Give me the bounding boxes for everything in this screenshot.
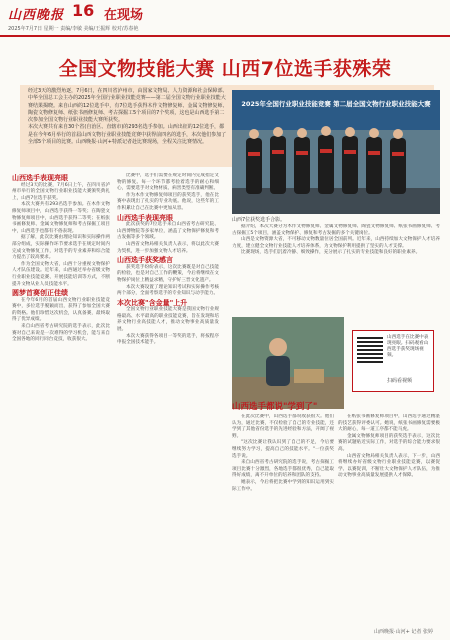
column1-subheading-1: 山西选手表现亮眼 [12, 174, 68, 182]
qr-code-icon[interactable] [357, 337, 383, 363]
paragraph: 作为木作文物修复师项目的获奖选手，他在比赛中表现出了扎实的专业功底。他说，这些年的工作积累让自己在比赛中更加从容。 [117, 192, 219, 211]
paragraph: 此次获奖的7位选手来自山西省考古研究院、山西博物院等多家单位，涵盖了文物保护修复和考古发掘等多个领域。 [117, 222, 219, 241]
article-byline: 山西晚报·山河+ 记者 张婷 [374, 629, 433, 635]
column2-subheading-3: 本次比赛"含金量"上升 [117, 298, 188, 307]
paragraph: 据了解，此次比赛由理论知识和实际操作两部分组成，实际操作环节要求选手在规定时间内完成文物修复工作，对选手的专业素养和综合能力提出了较高要求。 [12, 235, 110, 261]
date-line: 2025年7月7日 星期一 责编/李敏 美编/王振辉 校对/苏春艳 [8, 26, 139, 32]
paragraph: 在今年6月的首届山西文物行业职业技能竞赛中，多位选手脱颖而出，获得了参加全国大赛的资格。他们珍惜这次机会，认真备赛，最终取得了优异成绩。 [12, 297, 110, 323]
contestant-photo [232, 317, 344, 409]
page-number: 16 [72, 1, 95, 20]
column1-subheading-2: 圆梦首赛创正佳绩 [12, 289, 68, 298]
paragraph: 经过3天的比赛，7月6日上午，在四川省泸州市举行的全国文物行业职业技能大赛颁奖典礼上，山西7位选手获奖。 [12, 182, 110, 201]
paragraph: 本次大赛共有293名选手参加。在木作文物修复师项目中，山西选手获得一等奖；在陶瓷文物修复师项目中，山西选手获得二等奖；在纸张书画修复师、金属文物修复师和考古探掘工项目中，山西选手也都有不俗表现。 [12, 202, 110, 234]
paragraph: 她表示，今后将把比赛中学到的知识运用到实际工作中。 [232, 479, 334, 492]
paragraph: 本次大赛获得各项目一等奖的选手，将按程序申报全国技术能手。 [117, 333, 219, 346]
article-column-1 [12, 173, 110, 633]
article-column-5 [338, 414, 440, 632]
paragraph: 山西是文物资源大省，不可移动文物数量位居全国前列。近年来，山西持续加大文物保护人才培养力度，建立健全文物行业技能人才培养体系，为文物保护利用提供了坚实的人才支撑。 [232, 237, 440, 249]
paragraph: 本次大赛设置了理论知识考试和实际操作考核两个部分，全面考察选手的专业知识与动手能力。 [117, 284, 219, 297]
paragraph: 获奖选手纷纷表示，这次比赛既是对自己技能的检验，也是对自己工作的鞭策，今后将继续在文物保护岗位上精益求精，守护好三晋文化遗产。 [117, 264, 219, 283]
masthead-rule [0, 35, 450, 37]
inset-photo [232, 317, 344, 409]
column2-subheading-2: 山西选手获奖感言 [117, 256, 173, 265]
winners-group-photo [232, 90, 440, 214]
main-photo-caption: 山西7位获奖选手合影。 [232, 217, 286, 223]
paragraph: 金属文物修复师项目的获奖选手表示，这次比赛的试题贴近实际工作，对选手的综合能力要求很高。 [338, 433, 440, 452]
masthead [0, 0, 450, 40]
paragraph: 来自山西省考古研究院的选手表示，此次比赛对自己来说是一次难得的学习机会，能与来自全国各地的同行同台竞技，收获很大。 [12, 324, 110, 343]
paragraph: 全国文物行业职业技能大赛是我国文物行业规格最高、水平最高的职业技能竞赛，旨在发现和培养文物行业高技能人才，推动文物事业高质量发展。 [117, 307, 219, 333]
paragraph: 来自山西省考古研究院的选手说，考古探掘工项目比赛十分激烈，各地选手都很优秀，自己能取得好成绩，离不开单位的培养和团队的支持。 [232, 460, 334, 479]
paragraph: 据介绍，本次大赛分为木作文物修复师、金属文物修复师、陶瓷文物修复师、纸张书画修复师、考古探掘工5个项目，涵盖文物保护、修复和考古发掘的多个关键岗位。 [232, 224, 440, 236]
paragraph: 作为全国文物大省，山西十分重视文物保护人才队伍建设。近年来，山西通过举办省级文物行业职业技能竞赛、开展技能培训等方式，不断提升文物从业人员技能水平。 [12, 261, 110, 287]
article-column-3 [232, 224, 440, 314]
paragraph: 比赛现场，选手们沉着冷静、细致操作，充分展示了扎实的专业技能和良好的职业素养。 [241, 250, 421, 256]
paragraph: 在此次比赛中，山西选手都说收获很大。他们认为，通过比赛，不仅检验了自己的专业技能，还学到了其他省份选手的先进经验和方法，开阔了视野。 [232, 414, 334, 439]
column2-subheading-1: 山西选手表现亮眼 [117, 213, 173, 222]
qr-scan-label: 扫码看视频 [387, 378, 413, 384]
main-photo [232, 90, 440, 214]
paragraph: "这次比赛让我认识到了自己的不足，今后要继续努力学习，提高自己的技能水平。"一位获奖选手说。 [232, 440, 334, 459]
photo-banner-text: 2025年全国行业职业技能竞赛 第二届全国文物行业职业技能大赛 [241, 100, 431, 108]
newspaper-logo: 山西晚报 [8, 8, 65, 23]
qr-card-text: 山西选手在比赛中表现亮眼。扫码观看山西选手获奖现场视频。 [387, 335, 429, 358]
section-title: 在现场 [104, 8, 144, 23]
paragraph: 山西省文物局相关负责人表示，下一步，山西将继续办好省级文物行业职业技能竞赛，以赛促学、以赛促训，不断壮大文物保护人才队伍，为推动文物事业高质量发展提供人才保障。 [338, 453, 440, 479]
paragraph: 在纸张书画修复师项目中，山西选手通过精湛的技艺获得评委认可。她说，纸张书画修复需要极大的耐心，每一道工序都不能马虎。 [338, 414, 440, 433]
lead-paragraph: 经过3天的激烈角逐，7月6日，在四川省泸州市，由国家文物局、人力资源和社会保障部、中华全国总工会主办的2025年全国行业职业技能竞赛——第二届全国文物行业职业技能大赛结果揭晓。来自山西的12位选手中，有7位选手获得木作文物修复师、金属文物修复师、陶瓷文物修复师、纸张书画修复师、考古探掘工5个项目的7个奖项，这也是山西选手第二次参加全国文物行业职业技能大赛所获奖。 本次大赛共有来自30个省(自治区、直辖市)的293名选手参加。山西出征的12位选手，都是在今年6月举行的首届山西文物行业职业技能竞赛中获得前四名的选手，本次他们参加了全部5个项目的比赛。山西晚报·山河+特派记者赴比赛现场，全程关注比赛情况。 [28, 88, 228, 146]
page-headline: 全国文物技能大赛 山西7位选手获殊荣 [58, 58, 392, 80]
lower-subheading: 山西选手都说"学到了" [232, 402, 318, 412]
article-column-4 [232, 414, 334, 632]
paragraph: 比赛中，选手们需要在规定时间内完成指定文物的修复。每一个环节都考验着选手的耐心和细心，需要选手对文物材质、病害类型有准确判断。 [117, 173, 219, 192]
article-column-2 [117, 173, 219, 633]
qr-code-card[interactable] [352, 330, 434, 392]
paragraph: 山西省文物局相关负责人表示，将以此次大赛为契机，进一步加强文物人才培养。 [117, 241, 219, 254]
